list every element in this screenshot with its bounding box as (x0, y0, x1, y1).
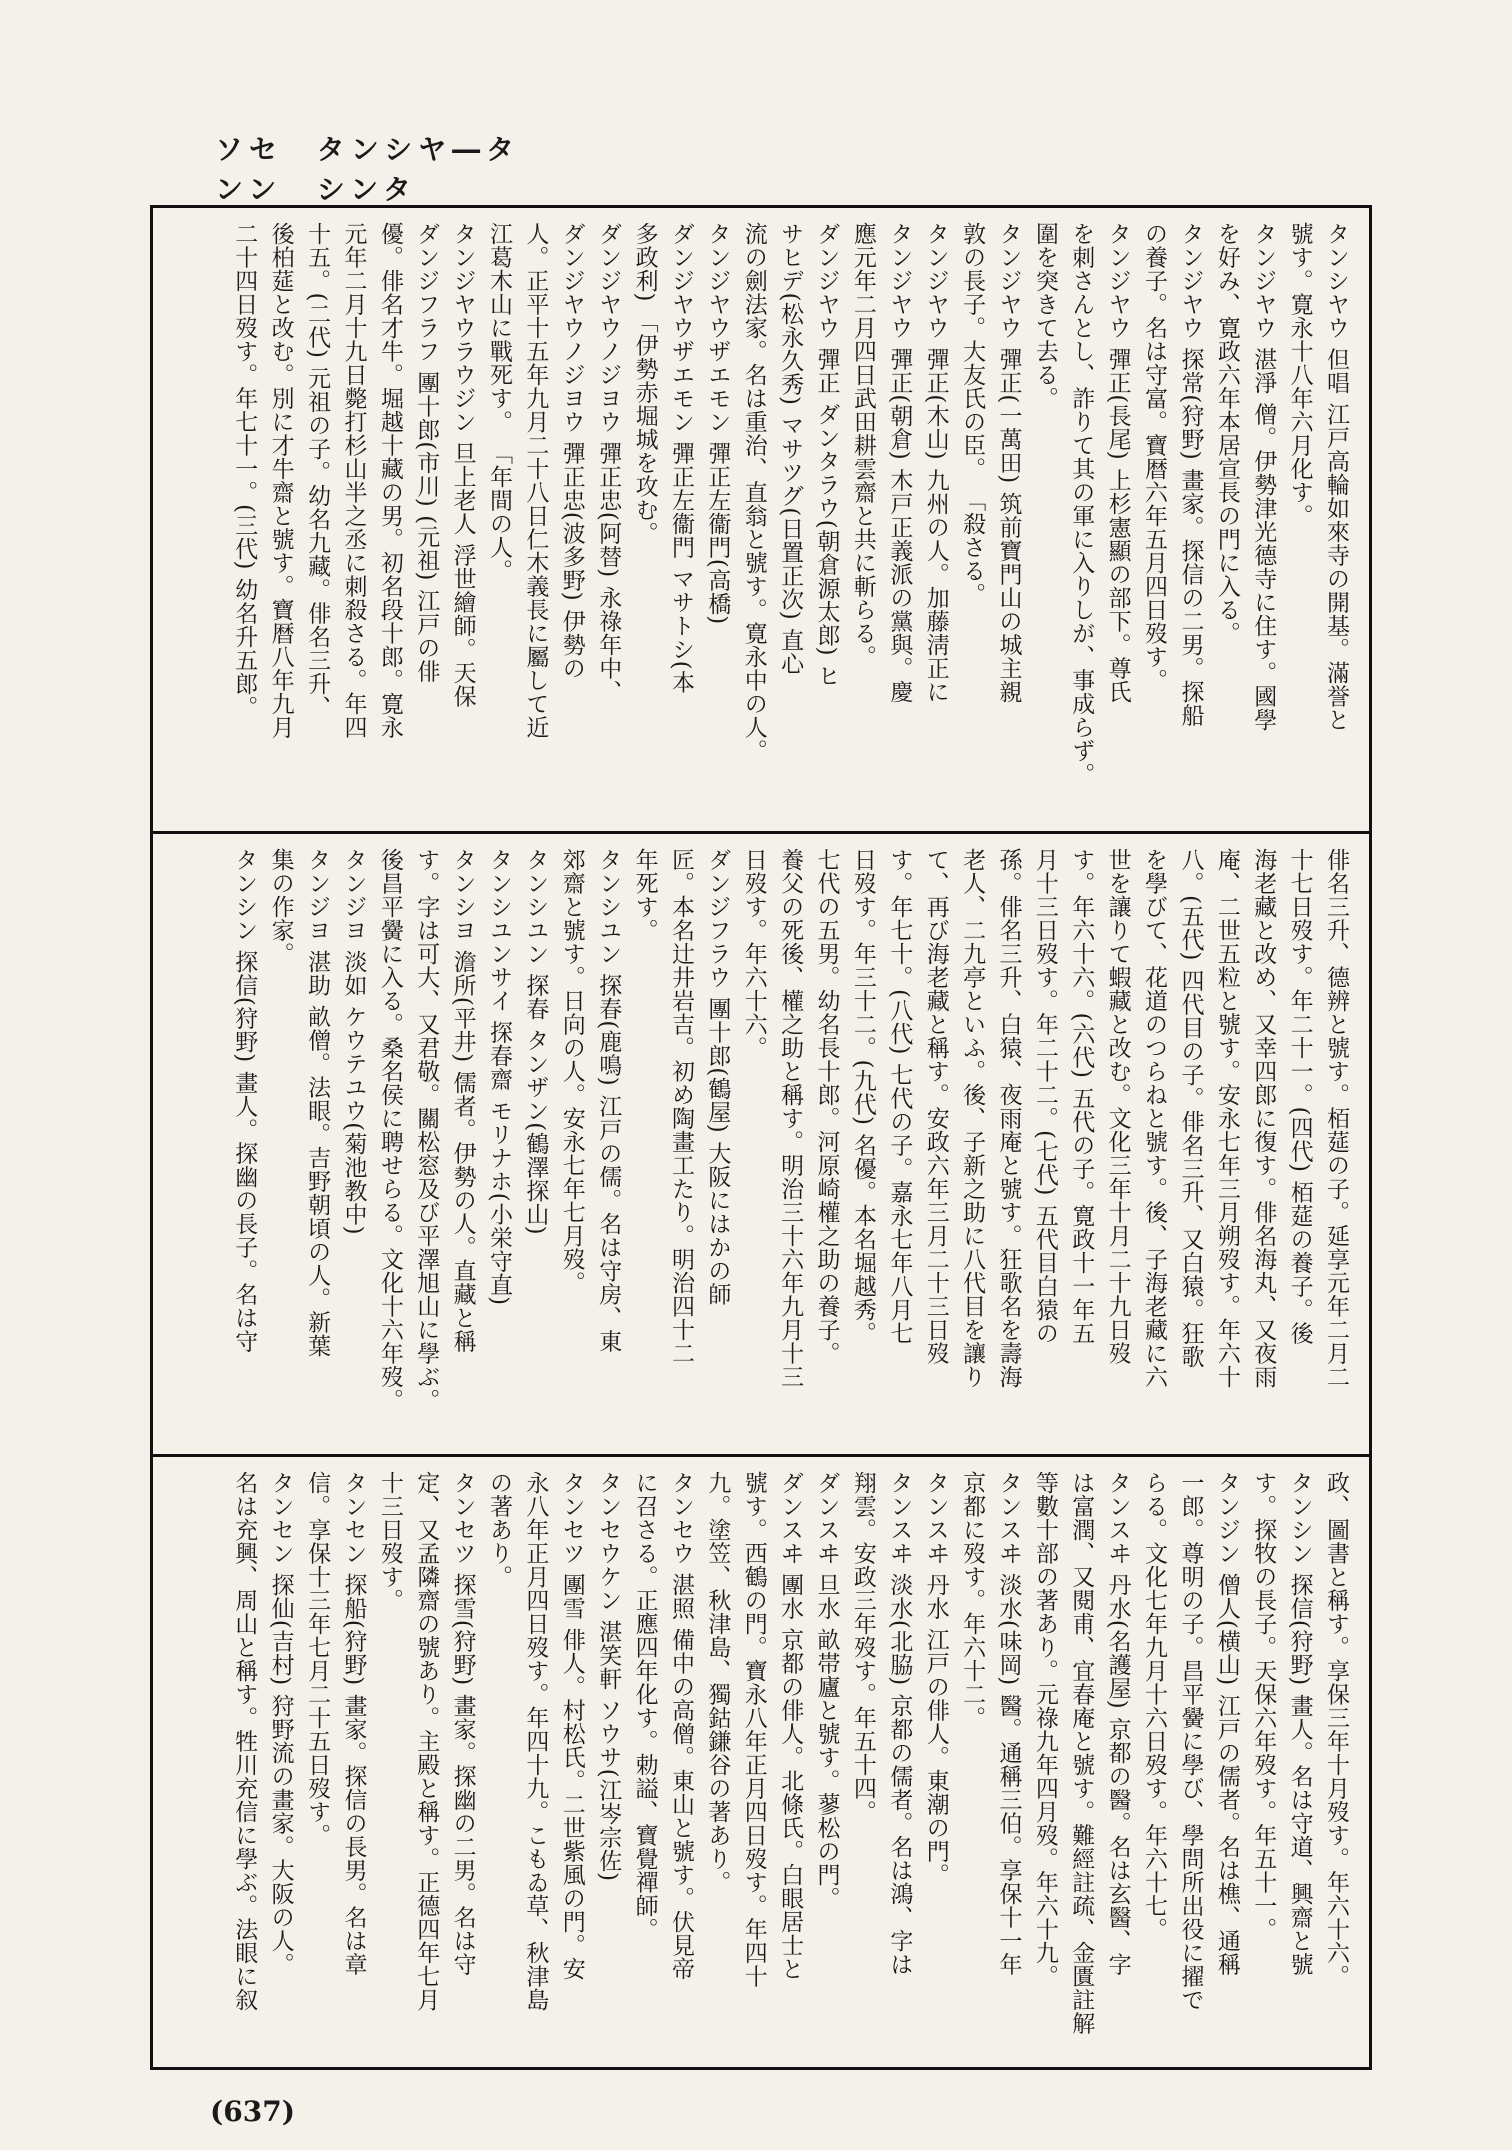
text-column: タンジヤウ 湛淨 僧。伊勢津光德寺に住す。國學 (1250, 222, 1277, 732)
text-column: タンシヤウ 但唱 江戸高輪如來寺の開基。滿誉と (1323, 222, 1349, 732)
section-bottom (153, 1454, 1369, 2067)
text-column: 八。(五代) 四代目の子。俳名三升、又白猿。狂歌 (1177, 848, 1204, 1369)
section-top (153, 208, 1369, 831)
text-column: 人。正平十五年九月二十八日仁木義長に屬して近 (522, 222, 549, 739)
text-column: 匠。本名辻井岩吉。初め陶畫工たり。明治四十二 (667, 848, 694, 1365)
text-column: 老人、二九亭といふ。後、子新之助に八代目を讓り (959, 848, 986, 1389)
text-column: 俳名三升、德辨と號す。栢莚の子。延享元年二月二 (1323, 848, 1349, 1389)
text-column: 優。俳名才牛。堀越十藏の男。初名段十郎。寛永 (376, 222, 403, 739)
text-column: タンセツ 探雪(狩野) 畫家。探幽の二男。名は守 (449, 1471, 476, 1976)
text-column: 十七日歿す。年二十一。(四代) 栢莚の養子。後 (1286, 848, 1313, 1345)
text-column: ダンジフラフ 團十郎(市川) (元祖) 江戸の俳 (413, 222, 440, 683)
text-column: 月十三日歿す。年二十二。(七代) 五代目白猿の (1031, 848, 1058, 1345)
text-column: タンジヤウ 彈正(朝倉) 木戸正義派の黨與。慶 (886, 222, 913, 704)
text-column: 京都に歿す。年六十二。 (959, 1471, 986, 1730)
text-column: タンスヰ 丹水(名護屋) 京都の醫。名は玄醫、字 (1104, 1471, 1131, 1976)
text-column: 十三日歿す。 (376, 1471, 403, 1612)
text-column: タンスヰ 丹水 江戸の俳人。東潮の門。 (922, 1471, 949, 1887)
text-column: 日歿す。年六十六。 (740, 848, 767, 1060)
text-column: 日歿す。年三十二。(九代) 名優。本名堀越秀。 (849, 848, 876, 1345)
text-column: を刺さんとし、詐りて其の軍に入りしが、事成らず。 (1068, 222, 1095, 786)
text-column: ダンジヤウザエモン 彈正左衞門 マサトシ(本 (667, 222, 694, 694)
text-column: サヒデ(松永久秀) マサツグ(日置正次) 直心 (777, 222, 804, 676)
text-column: 後柏莚と改む。別に才牛齋と號す。寶暦八年九月 (267, 222, 294, 739)
text-column: タンセウ 湛照 備中の高僧。東山と號す。伏見帝 (667, 1471, 694, 1981)
text-column: タンシユン 探春(鹿鳴) 江戸の儒。名は守房、東 (595, 848, 622, 1353)
text-column: 江葛木山に戰死す。 「年間の人。 (486, 222, 513, 583)
text-column: 集の作家。 (267, 848, 294, 966)
text-column: ダンスヰ 旦水 畝帯廬と號す。蓼松の門。 (813, 1471, 840, 1910)
text-column: 信。享保十三年七月二十五日歿す。 (304, 1471, 331, 1847)
text-column: タンスヰ 淡水(北脇) 京都の儒者。名は鴻、字は (886, 1471, 913, 1976)
text-column: ダンジヤウノジヨウ 彈正忠(波多野) 伊勢の (558, 222, 585, 680)
text-column: を學びて、花道のつらねと號す。後、子海老藏に六 (1141, 848, 1168, 1389)
text-column: 應元年二月四日武田耕雲齋と共に斬らる。 (849, 222, 876, 669)
text-column: 流の劍法家。名は重治、直翁と號す。寛永中の人。 (740, 222, 767, 763)
text-column: 名は充興、周山と稱す。牲川充信に學ぶ。法眼に叙 (231, 1471, 258, 2012)
text-column: タンジヤウ 探常(狩野) 畫家。探信の二男。探船 (1177, 222, 1204, 727)
text-column: タンジヤウ 彈正(木山) 九州の人。加藤淸正に (922, 222, 949, 704)
text-column: タンジン 僧人(横山) 江戸の儒者。名は樵、通稱 (1213, 1471, 1240, 1976)
text-column: 二十四日歿す。年七十一。(三代) 幼名升五郎。 (231, 222, 258, 719)
text-column: を好み、寛政六年本居宣長の門に入る。 (1213, 222, 1240, 645)
text-column: タンシユン 探春 タンザン(鶴澤探山) (522, 848, 549, 1236)
header-left: ソセンン (215, 133, 284, 206)
text-column: 年死す。 (631, 848, 658, 942)
text-column: らる。文化七年九月十六日歿す。年六十七。 (1141, 1471, 1168, 1941)
text-column: ダンジフラウ 團十郎(鶴屋) 大阪にはかの師 (704, 848, 731, 1306)
text-column: て、再び海老藏と稱す。安政六年三月二十三日歿 (922, 848, 949, 1365)
text-column: タンセン 探仙(吉村) 狩野流の畫家。大阪の人。 (267, 1471, 294, 1976)
text-column: 元年二月十九日斃打杉山半之丞に刺殺さる。年四 (340, 222, 367, 739)
text-column: タンセツ 團雪 俳人。村松氏。二世紫風の門。安 (558, 1471, 585, 1981)
text-column: タンジヤウ 彈正(長尾) 上杉憲顯の部下。尊氏 (1104, 222, 1131, 704)
section-middle (153, 831, 1369, 1454)
text-column: 孫。俳名三升、白猿、夜雨庵と號す。狂歌名を壽海 (995, 848, 1022, 1389)
text-column: 養父の死後、權之助と稱す。明治三十六年九月十三 (777, 848, 804, 1389)
text-column: 一郎。尊明の子。昌平黌に學び、學問所出役に擢で (1177, 1471, 1204, 2012)
text-column: す。年七十。(八代) 七代の子。嘉永七年八月七 (886, 848, 913, 1345)
text-column: ダンジヤウノジヨウ 彈正忠(阿替) 永祿年中、 (595, 222, 622, 704)
text-column: 九。塗笠、秋津島、獨鈷鎌谷の著あり。 (704, 1471, 731, 1894)
text-column: の養子。名は守富。寶暦六年五月四日歿す。 (1141, 222, 1168, 692)
text-column: タンジヨ 湛助 畝僧。法眼。吉野朝頃の人。新葉 (304, 848, 331, 1358)
text-column: 世を讓りて蝦藏と改む。文化三年十月二十九日歿 (1104, 848, 1131, 1365)
text-column: 永八年正月四日歿す。年四十九。こもゐ草、秋津島 (522, 1471, 549, 2012)
text-column: タンジヨ 淡如 ケウテユウ(菊池教中) (340, 848, 367, 1236)
text-column: 圍を突きて去る。 (1031, 222, 1058, 410)
text-column: 翔雲。安政三年歿す。年五十四。 (849, 1471, 876, 1824)
text-column: タンスヰ 淡水(味岡) 醫。通稱三伯。享保十一年 (995, 1471, 1022, 1976)
text-column: ダンスヰ 團水 京都の俳人。北條氏。白眼居士と (777, 1471, 804, 1981)
text-column: の著あり。 (486, 1471, 513, 1589)
text-column: 後昌平黌に入る。桑名侯に聘せらる。文化十六年歿。 (376, 848, 403, 1412)
text-column: に召さる。正應四年化す。勅謚、寶覺禪師。 (631, 1471, 658, 1941)
text-column: タンジヤウ 彈正(一萬田) 筑前寶門山の城主親 (995, 222, 1022, 704)
text-column: 定、又孟隣齋の號あり。主殿と稱す。正德四年七月 (413, 1471, 440, 2012)
text-column: 政、圖書と稱す。享保三年十月歿す。年六十六。 (1323, 1471, 1349, 1988)
text-column: 郊齋と號す。日向の人。安永七年七月歿。 (558, 848, 585, 1295)
text-frame (150, 205, 1372, 2070)
text-column: は富潤、又閱甫、宜春庵と號す。難經註疏、金匱註解 (1068, 1471, 1095, 2035)
text-column: す。字は可大、又君敬。關松窓及び平澤旭山に學ぶ。 (413, 848, 440, 1412)
text-column: 多政利) 「伊勢赤堀城を攻む。 (631, 222, 658, 545)
text-column: タンシヨ 澹所(平井) 儒者。伊勢の人。直藏と稱 (449, 848, 476, 1353)
text-column: タンセウケン 湛笑軒 ソウサ(江岑宗佐) (595, 1471, 622, 1882)
text-column: 等數十部の著あり。元祿九年四月歿。年六十九。 (1031, 1471, 1058, 1988)
text-column: 號す。西鶴の門。寶永八年正月四日歿す。年四十 (740, 1471, 767, 1988)
text-column: す。年六十六。(六代) 五代の子。寛政十一年五 (1068, 848, 1095, 1345)
text-column: ダンジヤウ 彈正 ダンタラウ(朝倉源太郎) ヒ (813, 222, 840, 688)
text-column: タンジヤウザエモン 彈正左衞門(高橋) (704, 222, 731, 625)
text-column: 敦の長子。大友氏の臣。 「殺さる。 (959, 222, 986, 606)
text-column: タンシン 探信(狩野) 畫人。探幽の長子。名は守 (231, 848, 258, 1353)
text-column: 號す。寛永十八年六月化す。 (1286, 222, 1313, 528)
text-column: タンセン 探船(狩野) 畫家。探信の長男。名は章 (340, 1471, 367, 1976)
text-column: 庵、二世五粒と號す。安永七年三月朔歿す。年六十 (1213, 848, 1240, 1389)
text-column: タンシユンサイ 探春齋 モリナホ(小栄守直) (486, 848, 513, 1306)
text-column: タンジヤウラウジン 旦上老人 浮世繪師。天保 (449, 222, 476, 708)
text-column: タンシン 探信(狩野) 畫人。名は守道、興齋と號 (1286, 1471, 1313, 1976)
running-header (215, 133, 545, 206)
text-column: 七代の五男。幼名長十郎。河原崎權之助の養子。 (813, 848, 840, 1365)
text-column: 海老藏と改め、又幸四郎に復す。俳名海丸、又夜雨 (1250, 848, 1277, 1389)
header-right: タンシヤ―タシンタ (316, 133, 521, 206)
text-column: 十五。(二代) 元祖の子。幼名九藏。俳名三升、 (304, 222, 331, 719)
text-column: す。探牧の長子。天保六年歿す。年五十一。 (1250, 1471, 1277, 1941)
page-number: (637) (210, 2095, 295, 2128)
